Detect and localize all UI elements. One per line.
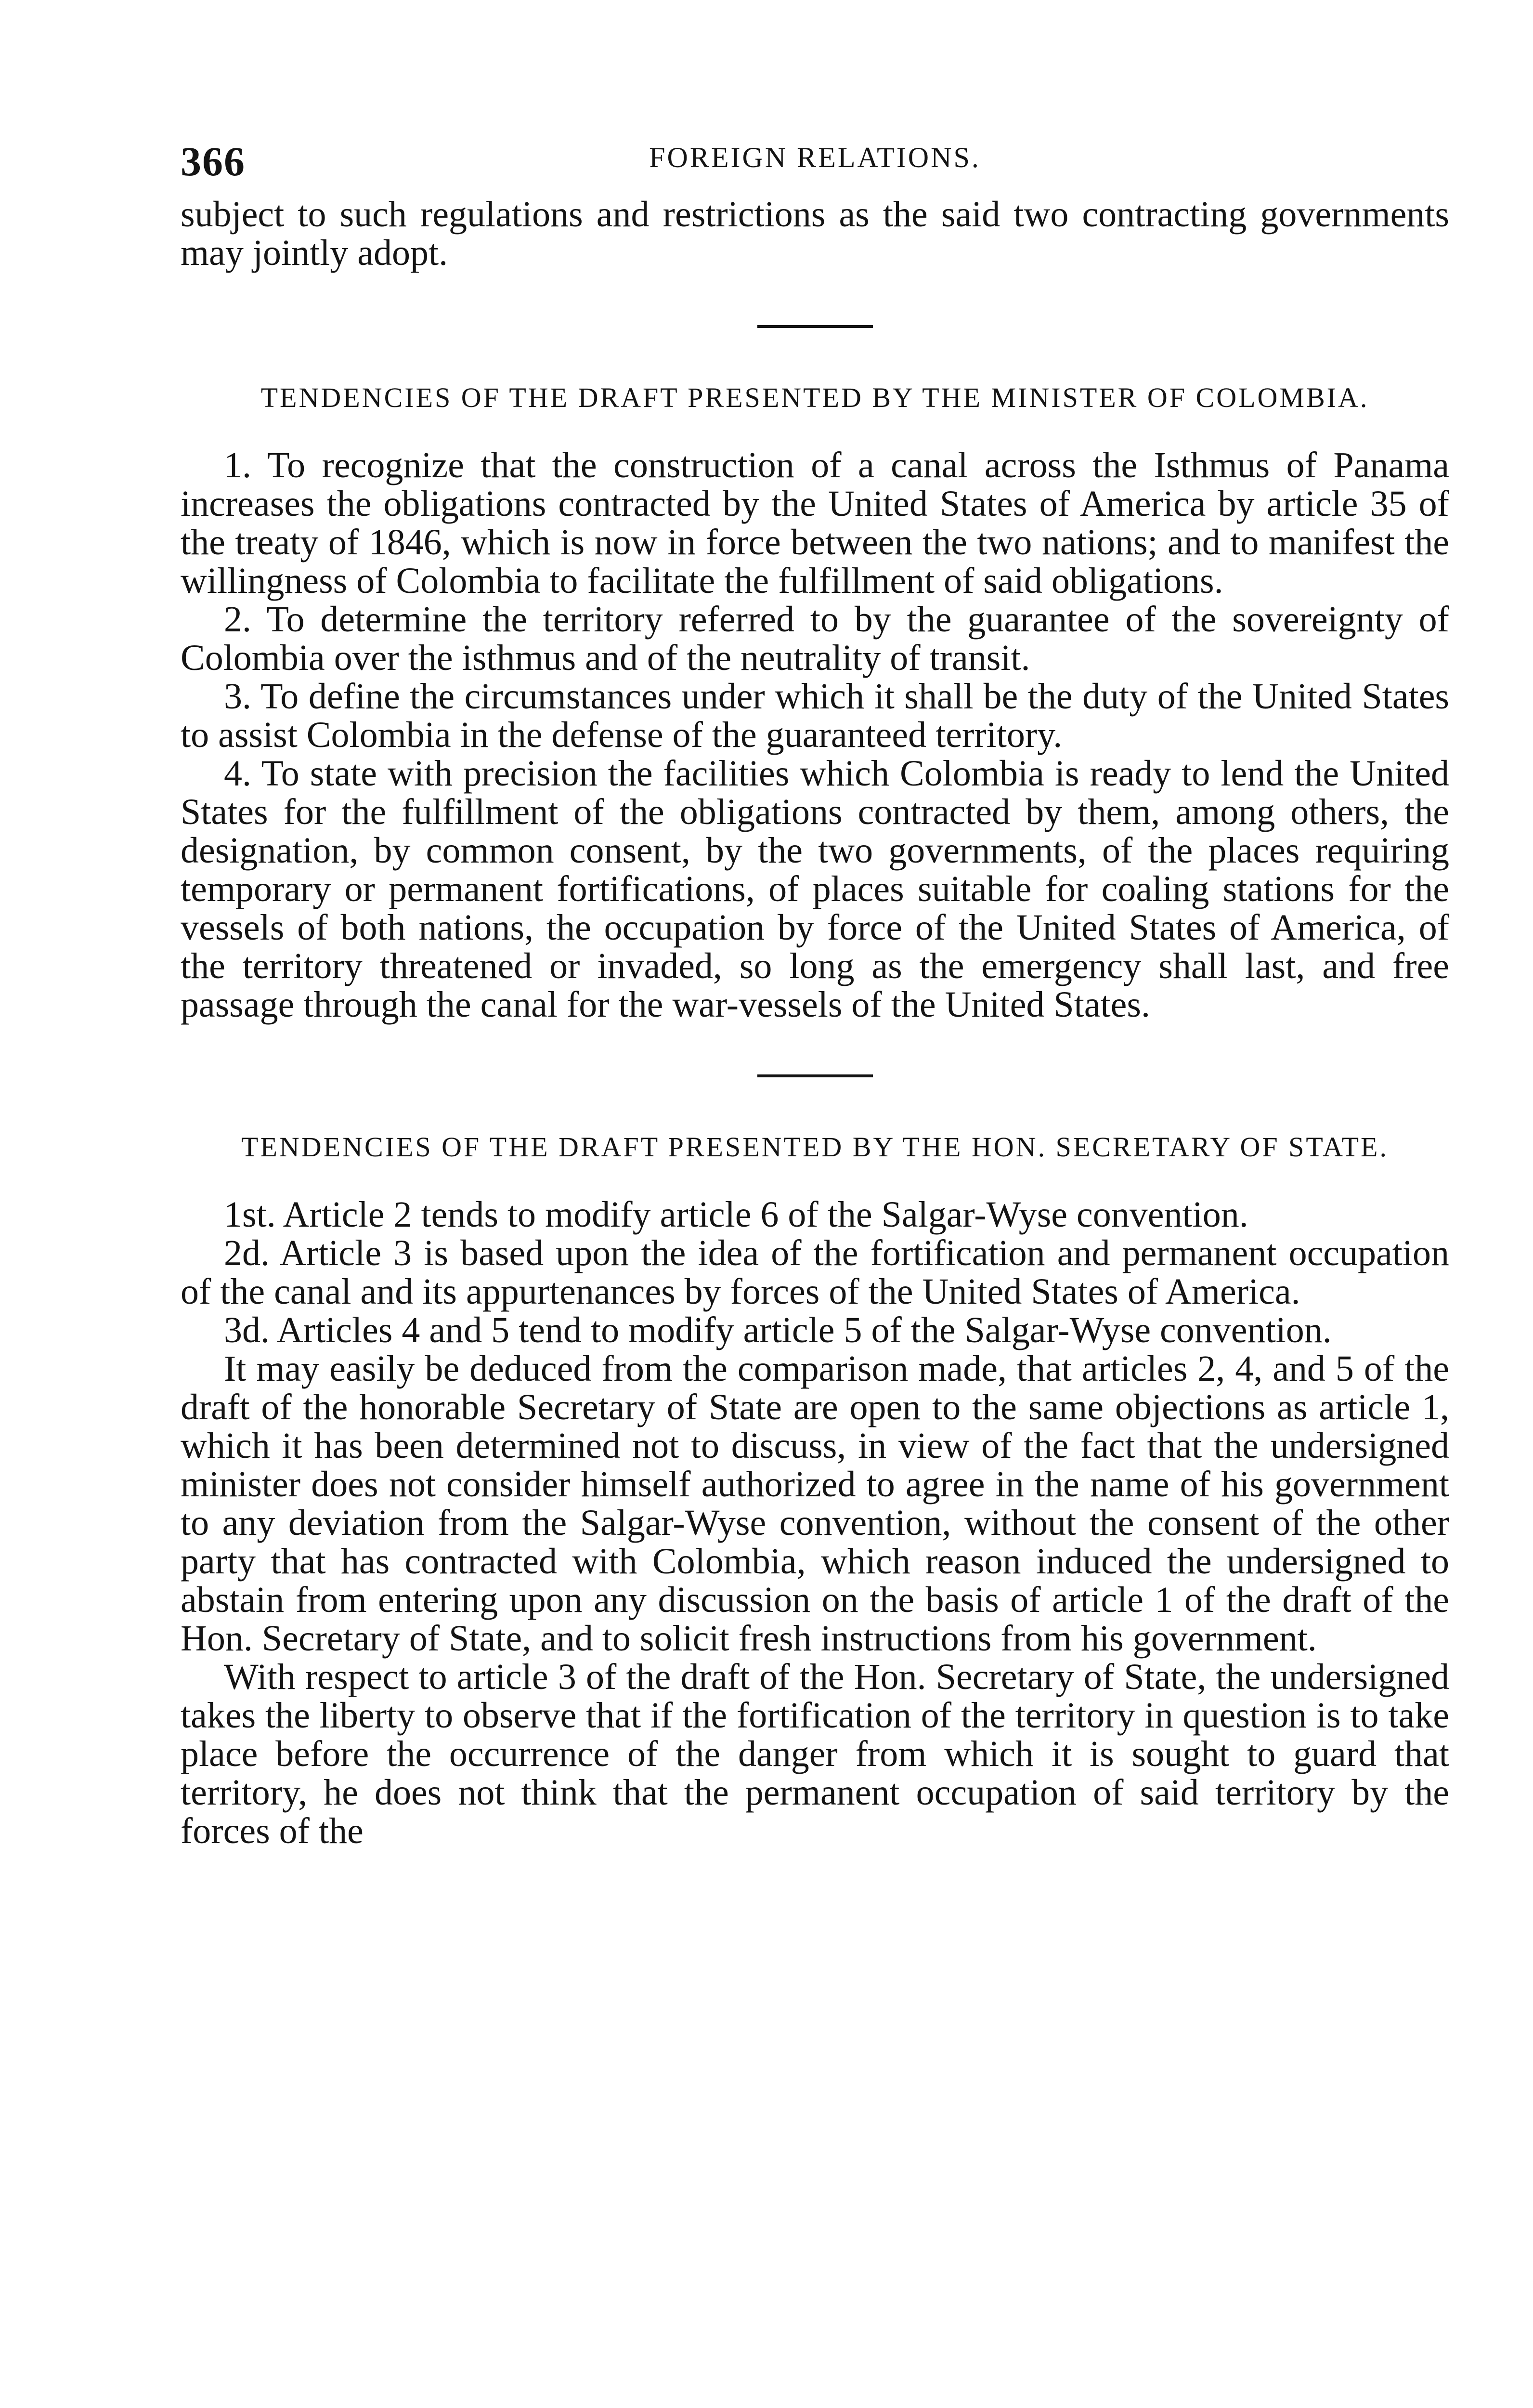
- secretary-item-1st: 1st. Article 2 tends to modify article 6 of the Salgar-Wyse convention.: [224, 1194, 1248, 1235]
- section-heading-colombia: TENDENCIES OF THE DRAFT PRESENTED BY THE MINISTER OF COLOMBIA.: [260, 382, 1369, 413]
- secretary-item-2d: 2d. Article 3 is based upon the idea of the fortification and permanent occupation of the canal and its appurtenances by forces of the United States of America.: [181, 1233, 1449, 1312]
- secretary-items: [181, 1195, 1449, 1850]
- colombia-item-1: 1. To recognize that the construction of a canal across the Isthmus of Panama increases the obligations contracted by the United States of America by article 35 of the treaty of 1846, which is now in force between the two nations; and to manifest the willingness of Colombia to facilitate the fulfillment of said obligations.: [181, 445, 1449, 601]
- colombia-items: [181, 446, 1449, 1024]
- article-3-paragraph: With respect to article 3 of the draft of the Hon. Secretary of State, the undersigned takes the liberty to observe that if the fortification of the territory in question is to take place before the occurrence of the danger from which it is sought to guard that territory, he does not think that the permanent occupation of said territory by the forces of the: [181, 1657, 1449, 1851]
- secretary-item-3d: 3d. Articles 4 and 5 tend to modify article 5 of the Salgar-Wyse convention.: [224, 1310, 1332, 1350]
- colombia-item-3: 3. To define the circumstances under which it shall be the duty of the United States to assist Colombia in the defense of the guaranteed territory.: [181, 676, 1449, 755]
- objections-paragraph: It may easily be deduced from the comparison made, that articles 2, 4, and 5 of the draft of the honorable Secretary of State are open to the same objections as article 1, which it has been determined not to discuss, in view of the fact that the undersigned minister does not consider himself authorized to agree in the name of his government to any deviation from the Salgar-Wyse convention, without the consent of the other party that has contracted with Colombia, which reason induced the undersigned to abstain from entering upon any discussion on the basis of article 1 of the draft of the Hon. Secretary of State, and to solicit fresh instructions from his government.: [181, 1348, 1449, 1659]
- document-page: [181, 137, 1449, 1850]
- intro-paragraph: subject to such regulations and restrictions as the said two contracting governments may jointly adopt.: [181, 194, 1449, 273]
- colombia-item-4: 4. To state with precision the facilities which Colombia is ready to lend the United States for the fulfillment of the obligations contracted by them, among others, the designation, by common consent, by the two governments, of the places requiring temporary or permanent fortifications, of places suitable for coaling stations for the vessels of both nations, the occupation by force of the United States of America, of the territory threatened or invaded, so long as the emergency shall last, and free passage through the canal for the war-vessels of the United States.: [181, 753, 1449, 1025]
- colombia-item-2: 2. To determine the territory referred to by the guarantee of the sovereignty of Colombia over the isthmus and of the neutrality of transit.: [181, 599, 1449, 678]
- page-header: [181, 137, 1449, 195]
- running-title: FOREIGN RELATIONS.: [649, 142, 981, 173]
- section-divider: [757, 325, 873, 328]
- page-number: 366: [181, 138, 246, 184]
- section-divider: [757, 1074, 873, 1077]
- section-heading-secretary: TENDENCIES OF THE DRAFT PRESENTED BY THE HON. SECRETARY OF STATE.: [241, 1131, 1389, 1163]
